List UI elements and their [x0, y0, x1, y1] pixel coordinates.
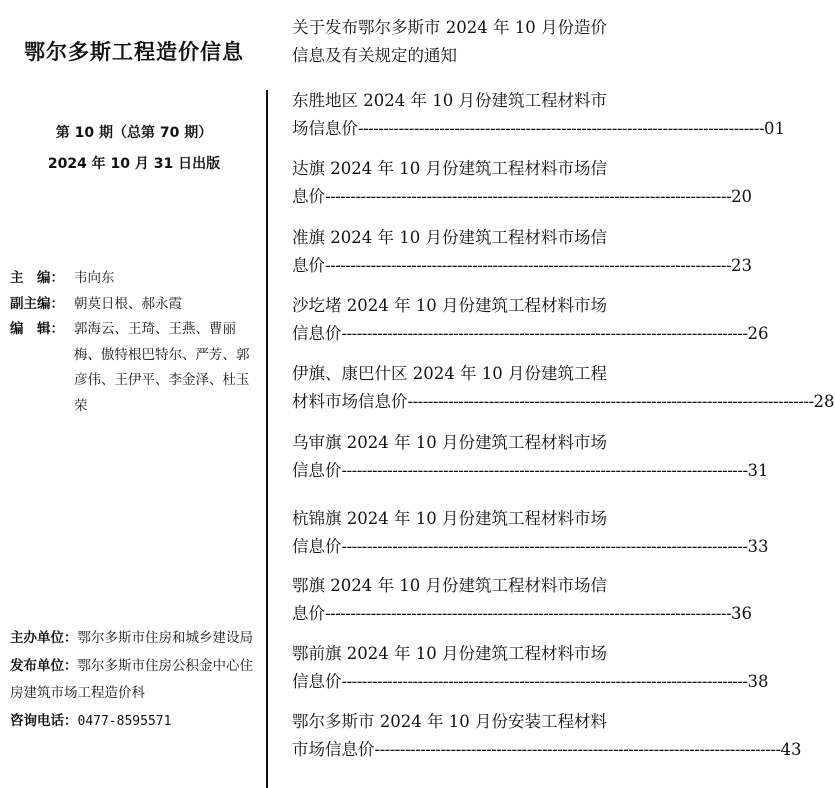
toc-item[interactable]: [292, 429, 769, 485]
toc-item-title-line2: 材料市场信息价: [292, 392, 408, 411]
editorial-board: [10, 266, 260, 419]
toc-item[interactable]: [292, 14, 632, 70]
toc-leader-dashes: --------------------------------------------------------------------------------: [358, 119, 765, 138]
toc-item-title: 准旗 2024 年 10 月份建筑工程材料市场信: [292, 228, 607, 247]
toc-page-number: 20: [731, 187, 753, 206]
toc-page-number: 36: [731, 604, 753, 623]
toc-leader-dashes: --------------------------------------------------------------------------------: [325, 604, 732, 623]
issue-number: 第 10 期（总第 70 期）: [55, 125, 213, 141]
publication-date: 2024 年 10 月 31 日出版: [47, 156, 221, 172]
toc-item[interactable]: [292, 572, 753, 628]
toc-item-title: 杭锦旗 2024 年 10 月份建筑工程材料市场: [292, 509, 607, 528]
toc-item[interactable]: [292, 505, 769, 561]
toc-item-title: 沙圪堵 2024 年 10 月份建筑工程材料市场: [292, 296, 607, 315]
toc-item-title-cont: [292, 320, 769, 348]
editors-label: 编 辑：: [10, 321, 64, 337]
toc-page-number: 28: [813, 392, 835, 411]
toc-item-title-line2: 息价: [292, 256, 325, 275]
toc-item-title-cont: [292, 668, 769, 696]
toc-item-title: 关于发布鄂尔多斯市 2024 年 10 月份造价: [292, 18, 607, 37]
chief-editor-label: 主 编：: [10, 270, 64, 286]
toc-item[interactable]: [292, 640, 769, 696]
toc-item-title-line2: 息价: [292, 604, 325, 623]
toc-leader-dashes: --------------------------------------------------------------------------------: [325, 256, 732, 275]
sponsor-row: [10, 625, 260, 653]
toc-item-title-line2: 场信息价: [292, 119, 358, 138]
toc-item-title-cont: [292, 457, 769, 485]
publication-title: 鄂尔多斯工程造价信息: [24, 39, 244, 64]
toc-item[interactable]: [292, 87, 786, 143]
toc-leader-dashes: --------------------------------------------------------------------------------: [325, 187, 732, 206]
deputy-editor-row: [10, 292, 260, 318]
toc-page-number: 26: [747, 324, 769, 343]
toc-item-title: 鄂前旗 2024 年 10 月份建筑工程材料市场: [292, 644, 607, 663]
editors-value: 郭海云、王琦、王燕、曹丽梅、傲特根巴特尔、严芳、郭彦伟、王伊平、李金泽、杜玉荣: [74, 321, 250, 414]
sponsor-value: 鄂尔多斯市住房和城乡建设局: [77, 630, 253, 646]
toc-item-title-cont: [292, 533, 769, 561]
toc-item-title-cont: [292, 183, 753, 211]
toc-leader-dashes: --------------------------------------------------------------------------------: [341, 672, 748, 691]
chief-editor-row: [10, 266, 260, 292]
toc-page-number: 33: [747, 537, 769, 556]
toc-item-title-line2: 信息价: [292, 672, 342, 691]
toc-leader-dashes: --------------------------------------------------------------------------------: [341, 537, 748, 556]
toc-item-title-line2: 市场信息价: [292, 740, 375, 759]
toc-item-title: 东胜地区 2024 年 10 月份建筑工程材料市: [292, 91, 607, 110]
toc-item[interactable]: [292, 224, 753, 280]
publisher-row: [10, 653, 260, 708]
toc-leader-dashes: --------------------------------------------------------------------------------: [374, 740, 781, 759]
toc-item-title-cont: [292, 252, 753, 280]
toc-item[interactable]: [292, 292, 769, 348]
toc-item-title-line2: 息价: [292, 187, 325, 206]
deputy-editor-value: 朝莫日根、郝永霞: [74, 295, 182, 312]
toc-item-title: 达旗 2024 年 10 月份建筑工程材料市场信: [292, 159, 607, 178]
column-divider: [266, 90, 268, 788]
editors-row: [10, 317, 260, 419]
toc-leader-dashes: --------------------------------------------------------------------------------: [341, 324, 748, 343]
organization-info: [10, 625, 260, 735]
phone-value: 0477-8595571: [77, 713, 172, 729]
toc-page-number: 38: [747, 672, 769, 691]
toc-item-title-line2: 信息价: [292, 537, 342, 556]
toc-page-number: 23: [731, 256, 753, 275]
masthead: [0, 0, 262, 788]
sponsor-label: 主办单位：: [10, 630, 78, 646]
toc-item-title: 鄂尔多斯市 2024 年 10 月份安装工程材料: [292, 712, 607, 731]
publisher-label: 发布单位：: [10, 657, 78, 674]
toc-item-title: 伊旗、康巴什区 2024 年 10 月份建筑工程: [292, 364, 607, 383]
toc-item[interactable]: [292, 155, 753, 211]
toc-item-title-line2: 信息价: [292, 461, 342, 480]
toc-item-title-line2: 信息及有关规定的通知: [292, 46, 457, 65]
toc-item-title-cont: [292, 388, 835, 416]
toc-item-title: 鄂旗 2024 年 10 月份建筑工程材料市场信: [292, 576, 607, 595]
toc-item-title-cont: [292, 736, 802, 764]
toc-page-number: 31: [747, 461, 769, 480]
toc-item-title-cont: [292, 600, 753, 628]
toc-leader-dashes: --------------------------------------------------------------------------------: [341, 461, 748, 480]
toc-item[interactable]: [292, 708, 802, 764]
chief-editor-value: 韦向东: [74, 270, 115, 286]
publisher-value: 鄂尔多斯市住房公积金中心住房建筑市场工程造价科: [10, 657, 253, 701]
phone-row: [10, 708, 260, 736]
toc-page-number: 01: [764, 119, 786, 138]
toc-item[interactable]: [292, 360, 835, 416]
toc-item-title-cont: [292, 115, 786, 143]
toc-leader-dashes: --------------------------------------------------------------------------------: [407, 392, 814, 411]
deputy-editor-label: 副主编：: [10, 295, 64, 312]
toc-item-title: 乌审旗 2024 年 10 月份建筑工程材料市场: [292, 433, 607, 452]
toc-page-number: 43: [780, 740, 802, 759]
toc-item-title-line2: 信息价: [292, 324, 342, 343]
phone-label: 咨询电话：: [10, 712, 78, 729]
toc-item-title-cont: [292, 42, 632, 70]
